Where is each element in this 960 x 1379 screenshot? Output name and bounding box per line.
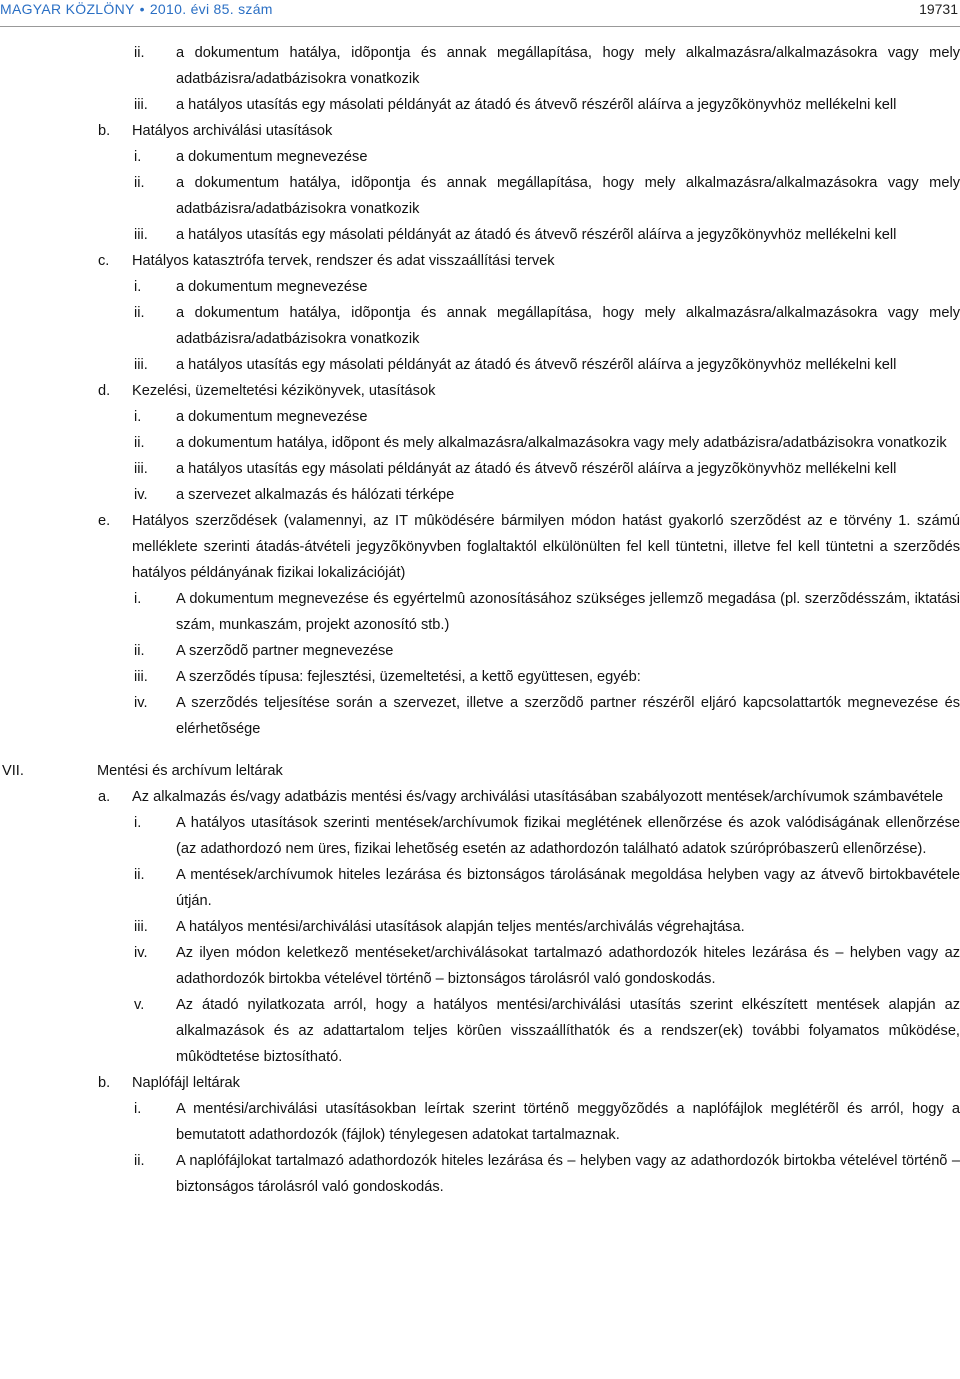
- item-text: a dokumentum hatálya, idõpontja és annak megállapítása, hogy mely alkalmazásra/alkalmazásokra vagy mely adatbázisra/adatbázisokra vonatkozik: [176, 175, 960, 217]
- item-text: a hatályos utasítás egy másolati példányát az átadó és átvevõ részérõl aláírva a jegyzõkönyvhöz mellékelni kell: [176, 357, 897, 373]
- bullet-icon: •: [139, 1, 145, 17]
- section-heading: [0, 758, 960, 784]
- item-label: i.: [134, 1101, 142, 1117]
- item-label: iv.: [134, 945, 148, 961]
- subsection-heading: [0, 784, 960, 810]
- item-text: A mentési/archiválási utasításokban leírtak szerint történõ meggyõzõdés a naplófájlok meglétérõl és arról, hogy a bemutatott adathordozók (fájlok) ténylegesen adatokat tartalmaznak.: [176, 1101, 960, 1143]
- item-text: a hatályos utasítás egy másolati példányát az átadó és átvevõ részérõl aláírva a jegyzõkönyvhöz mellékelni kell: [176, 461, 897, 477]
- item-label: ii.: [134, 867, 145, 883]
- section-title: Mentési és archívum leltárak: [97, 763, 283, 779]
- item-label: i.: [134, 815, 142, 831]
- item-text: A mentések/archívumok hiteles lezárása és biztonságos tárolásának megoldása helyben vagy az átvevõ birtokbavétele útján.: [176, 867, 960, 909]
- list-item: [0, 586, 960, 638]
- list-item: [0, 222, 960, 248]
- item-text: a hatályos utasítás egy másolati példányát az átadó és átvevõ részérõl aláírva a jegyzõkönyvhöz mellékelni kell: [176, 97, 897, 113]
- item-text: a hatályos utasítás egy másolati példányát az átadó és átvevõ részérõl aláírva a jegyzõkönyvhöz mellékelni kell: [176, 227, 897, 243]
- list-item: [0, 690, 960, 742]
- item-label: ii.: [134, 175, 145, 191]
- item-text: a dokumentum megnevezése: [176, 409, 368, 425]
- item-text: A szerzõdés típusa: fejlesztési, üzemeltetési, a kettõ együttesen, egyéb:: [176, 669, 641, 685]
- item-text: A naplófájlokat tartalmazó adathordozók hiteles lezárása és – helyben vagy az adathordozók birtokba vételével történõ – biztonságos tárolásról való gondoskodás.: [176, 1153, 960, 1195]
- journal-title: MAGYAR KÖZLÖNY: [0, 1, 135, 17]
- subsection-label: b.: [98, 123, 111, 139]
- subsection-title: Kezelési, üzemeltetési kézikönyvek, utasítások: [132, 383, 436, 399]
- item-label: iii.: [134, 227, 148, 243]
- subsection-title: Naplófájl leltárak: [132, 1075, 240, 1091]
- document-body: [0, 40, 960, 1200]
- subsection-heading: [0, 118, 960, 144]
- subsection-label: c.: [98, 253, 110, 269]
- list-item: [0, 810, 960, 862]
- list-item: [0, 1148, 960, 1200]
- item-label: iv.: [134, 695, 148, 711]
- item-label: v.: [134, 997, 145, 1013]
- subsection-heading: [0, 378, 960, 404]
- item-text: a szervezet alkalmazás és hálózati térképe: [176, 487, 455, 503]
- list-item: [0, 456, 960, 482]
- item-text: A szerzõdés teljesítése során a szervezet, illetve a szerzõdõ partner részérõl eljáró kapcsolattartók megnevezése és elérhetõsége: [176, 695, 960, 737]
- item-text: a dokumentum hatálya, idõpontja és annak megállapítása, hogy mely alkalmazásra/alkalmazásokra vagy mely adatbázisra/adatbázisokra vonatkozik: [176, 45, 960, 87]
- item-text: A dokumentum megnevezése és egyértelmû azonosításához szükséges jellemzõ megadása (pl. szerzõdésszám, iktatási szám, munkaszám, projekt azonosító stb.): [176, 591, 960, 633]
- list-item: [0, 664, 960, 690]
- item-label: ii.: [134, 1153, 145, 1169]
- item-label: ii.: [134, 45, 145, 61]
- item-label: iii.: [134, 919, 148, 935]
- subsection-heading: [0, 248, 960, 274]
- item-text: A hatályos utasítások szerinti mentések/archívumok fizikai meglétének ellenõrzése és azok valódiságának ellenõrzése (az adathordozó nem üres, fizikai lehetõség esetén az adathordozón található adatok szúrópróbaszerû ellenõrzése).: [176, 815, 960, 857]
- item-text: Az ilyen módon keletkezõ mentéseket/archiválásokat tartalmazó adathordozók hiteles lezárása és – helyben vagy az adathordozók birtokba vételével történõ – biztonságos tárolásról való gondoskodás.: [176, 945, 960, 987]
- item-label: iii.: [134, 669, 148, 685]
- subsection-heading: [0, 1070, 960, 1096]
- item-label: iii.: [134, 461, 148, 477]
- list-item: [0, 144, 960, 170]
- item-text: a dokumentum megnevezése: [176, 149, 368, 165]
- list-item: [0, 638, 960, 664]
- item-label: ii.: [134, 435, 145, 451]
- item-label: iii.: [134, 357, 148, 373]
- list-item: [0, 404, 960, 430]
- item-text: a dokumentum megnevezése: [176, 279, 368, 295]
- item-label: i.: [134, 279, 142, 295]
- item-label: ii.: [134, 305, 145, 321]
- subsection-label: e.: [98, 513, 111, 529]
- item-text: a dokumentum hatálya, idõpont és mely alkalmazásra/alkalmazásokra vagy mely adatbázisra/adatbázisokra vonatkozik: [176, 435, 947, 451]
- list-item: [0, 914, 960, 940]
- subsection-label: d.: [98, 383, 111, 399]
- page-number: 19731: [919, 1, 958, 17]
- subsection-title: Az alkalmazás és/vagy adatbázis mentési és/vagy archiválási utasításában szabályozott mentések/archívumok számbavétele: [132, 789, 944, 805]
- list-item: [0, 274, 960, 300]
- subsection-title: Hatályos archiválási utasítások: [132, 123, 333, 139]
- item-label: i.: [134, 409, 142, 425]
- list-item: [0, 940, 960, 992]
- list-item: [0, 40, 960, 92]
- page-header: [0, 0, 960, 27]
- subsection-label: a.: [98, 789, 111, 805]
- item-text: a dokumentum hatálya, idõpontja és annak megállapítása, hogy mely alkalmazásra/alkalmazásokra vagy mely adatbázisra/adatbázisokra vonatkozik: [176, 305, 960, 347]
- subsection-title: Hatályos szerzõdések (valamennyi, az IT mûködésére bármilyen módon hatást gyakorló szerzõdést az e törvény 1. számú melléklete szerinti átadás-átvételi jegyzõkönyvben foglaltaktól elkülönülten fel kell tüntetni, illetve fel kell tüntetni a szerzõdés hatályos példányának fizikai lokalizációját): [132, 513, 960, 581]
- list-item: [0, 300, 960, 352]
- item-text: A szerzõdõ partner megnevezése: [176, 643, 394, 659]
- list-item: [0, 430, 960, 456]
- list-item: [0, 170, 960, 222]
- item-label: iv.: [134, 487, 148, 503]
- item-text: A hatályos mentési/archiválási utasítások alapján teljes mentés/archiválás végrehajtása.: [176, 919, 745, 935]
- item-label: i.: [134, 591, 142, 607]
- item-label: ii.: [134, 643, 145, 659]
- running-head: [0, 2, 273, 16]
- list-item: [0, 862, 960, 914]
- item-label: iii.: [134, 97, 148, 113]
- subsection-label: b.: [98, 1075, 111, 1091]
- item-label: i.: [134, 149, 142, 165]
- list-item: [0, 1096, 960, 1148]
- list-item: [0, 482, 960, 508]
- issue-label: 2010. évi 85. szám: [149, 1, 273, 17]
- list-item: [0, 992, 960, 1070]
- section-label: VII.: [2, 763, 24, 779]
- subsection-heading: [0, 508, 960, 586]
- list-item: [0, 92, 960, 118]
- list-item: [0, 352, 960, 378]
- item-text: Az átadó nyilatkozata arról, hogy a hatályos mentési/archiválási utasítás szerint elkészített mentések alapján az alkalmazások és az adattartalom teljes körûen visszaállíthatók és a rendszer(ek) további folyamatos mûködése, mûködtetése biztosítható.: [176, 997, 960, 1065]
- subsection-title: Hatályos katasztrófa tervek, rendszer és adat visszaállítási tervek: [132, 253, 555, 269]
